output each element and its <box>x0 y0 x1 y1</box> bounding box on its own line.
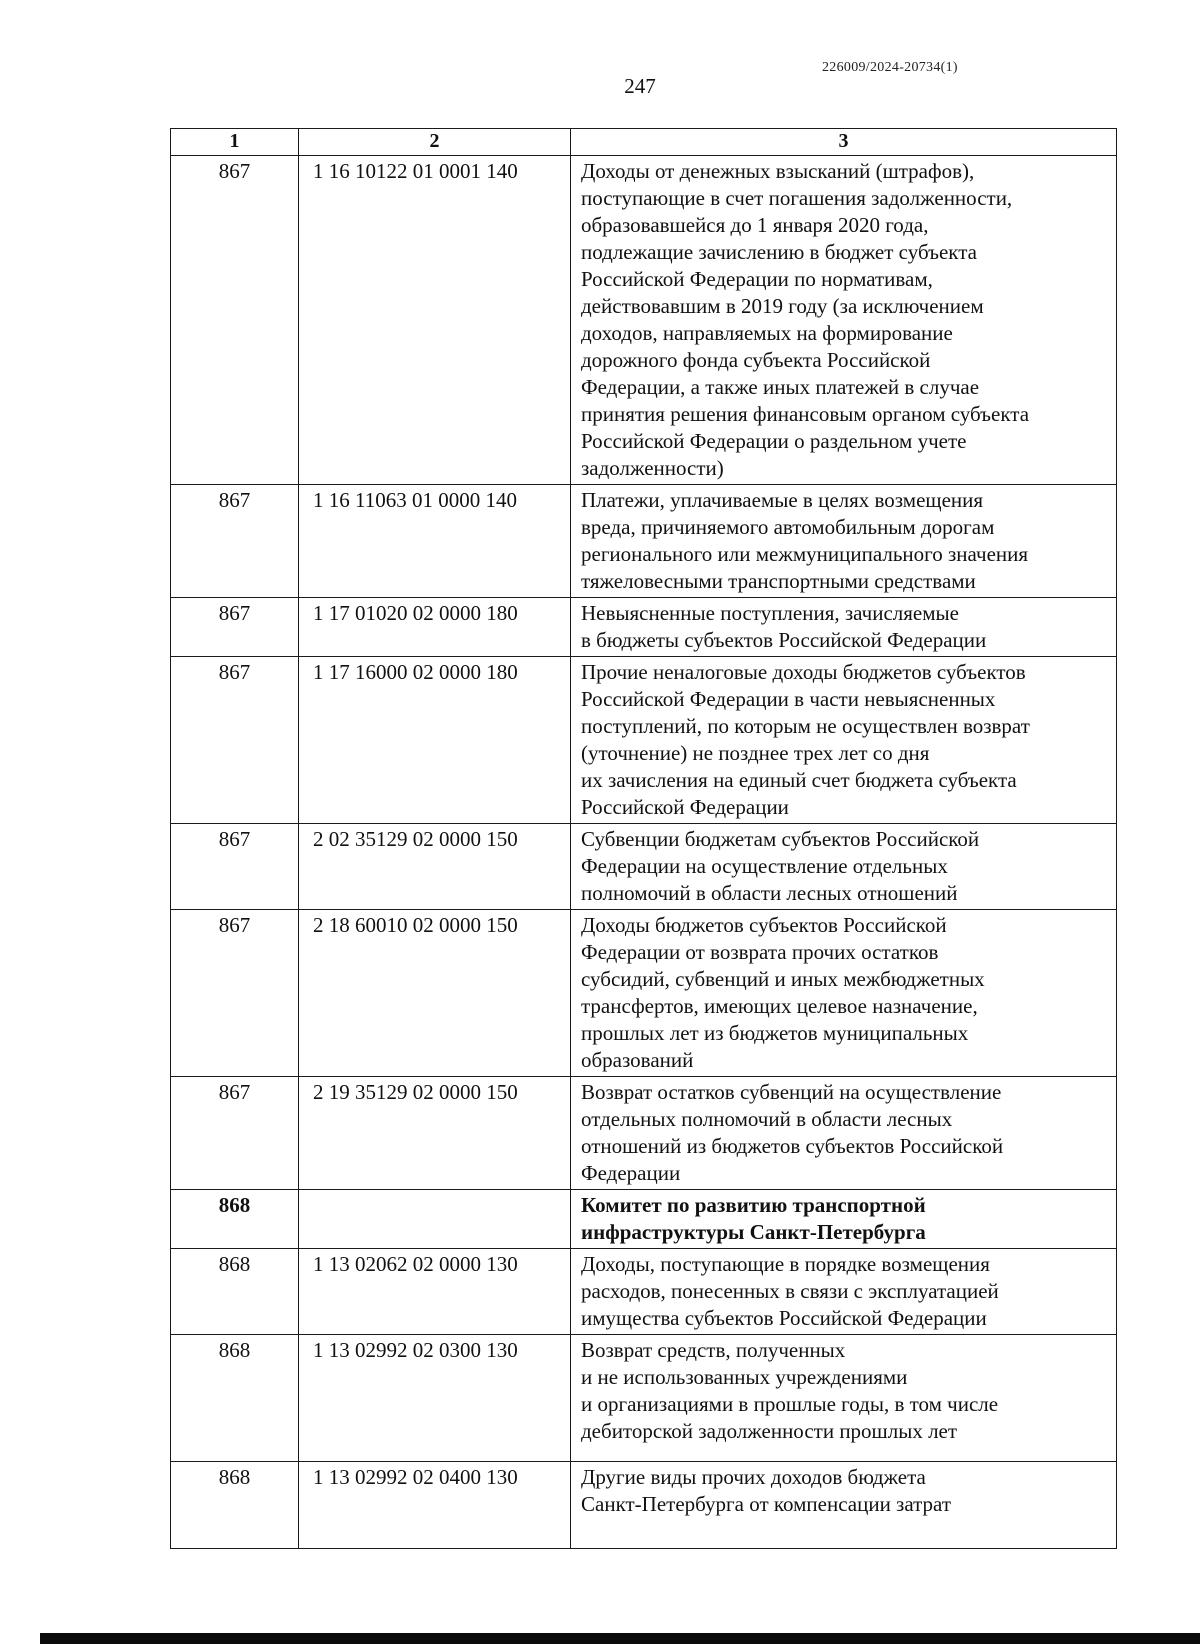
revenue-name-line: принятия решения финансовым органом субъекта <box>581 402 1030 426</box>
revenue-name <box>571 1077 1117 1190</box>
table-row <box>171 598 1117 657</box>
page-number: 247 <box>624 74 656 98</box>
administrator-name <box>571 1190 1117 1249</box>
table-row-section-header <box>171 1190 1117 1249</box>
revenue-name-line: поступающие в счет погашения задолженности, <box>581 186 1013 210</box>
budget-classification-code: 1 13 02062 02 0000 130 <box>299 1249 571 1335</box>
budget-classification-code <box>299 1190 571 1249</box>
revenue-name <box>571 156 1117 485</box>
table-row <box>171 156 1117 485</box>
administrator-code: 867 <box>171 657 299 824</box>
revenue-name-line: образовавшейся до 1 января 2020 года, <box>581 213 929 237</box>
revenue-name-line: и не использованных учреждениями <box>581 1365 908 1389</box>
table-header-row <box>171 129 1117 156</box>
administrator-code: 867 <box>171 824 299 910</box>
column-header-3: 3 <box>571 129 1117 156</box>
administrator-code: 868 <box>171 1249 299 1335</box>
table-row <box>171 657 1117 824</box>
revenue-name <box>571 657 1117 824</box>
budget-classification-code: 1 16 10122 01 0001 140 <box>299 156 571 485</box>
revenue-name-line: Платежи, уплачиваемые в целях возмещения <box>581 488 984 512</box>
revenue-name-line: Российской Федерации о раздельном учете <box>581 429 967 453</box>
revenue-name <box>571 910 1117 1077</box>
table-row <box>171 1077 1117 1190</box>
table-row <box>171 1249 1117 1335</box>
revenue-name-line: Российской Федерации по нормативам, <box>581 267 933 291</box>
table-row <box>171 485 1117 598</box>
table-row <box>171 1335 1117 1462</box>
document-registration-number: 226009/2024-20734(1) <box>822 60 958 75</box>
administrator-code: 867 <box>171 598 299 657</box>
revenue-name <box>571 824 1117 910</box>
revenue-name-line: в бюджеты субъектов Российской Федерации <box>581 628 987 652</box>
revenue-name-line: Доходы, поступающие в порядке возмещения <box>581 1252 990 1276</box>
revenue-name <box>571 1335 1117 1462</box>
budget-classification-code: 2 18 60010 02 0000 150 <box>299 910 571 1077</box>
budget-classification-code: 1 17 01020 02 0000 180 <box>299 598 571 657</box>
revenue-name-line: дебиторской задолженности прошлых лет <box>581 1419 958 1443</box>
revenue-name-line: субсидий, субвенций и иных межбюджетных <box>581 967 985 991</box>
revenue-name-line: Доходы бюджетов субъектов Российской <box>581 913 947 937</box>
budget-classification-code: 2 02 35129 02 0000 150 <box>299 824 571 910</box>
revenue-name-line: их зачисления на единый счет бюджета субъекта <box>581 768 1017 792</box>
budget-classification-code: 2 19 35129 02 0000 150 <box>299 1077 571 1190</box>
column-header-2: 2 <box>299 129 571 156</box>
revenue-name-line: подлежащие зачислению в бюджет субъекта <box>581 240 977 264</box>
revenue-name-line: Федерации на осуществление отдельных <box>581 854 948 878</box>
revenue-name <box>571 1462 1117 1549</box>
revenue-name-line: полномочий в области лесных отношений <box>581 881 958 905</box>
budget-classification-code: 1 13 02992 02 0300 130 <box>299 1335 571 1462</box>
scan-edge-bar <box>40 1633 1200 1644</box>
revenue-name-line: поступлений, по которым не осуществлен возврат <box>581 714 1030 738</box>
revenue-name-line: Другие виды прочих доходов бюджета <box>581 1465 926 1489</box>
revenue-name-line: Федерации, а также иных платежей в случае <box>581 375 980 399</box>
revenue-name-line: дорожного фонда субъекта Российской <box>581 348 931 372</box>
revenue-name-line: образований <box>581 1048 694 1072</box>
column-header-1: 1 <box>171 129 299 156</box>
revenue-name-line: Невыясненные поступления, зачисляемые <box>581 601 959 625</box>
table-row <box>171 824 1117 910</box>
administrator-code: 867 <box>171 910 299 1077</box>
revenue-name-line: имущества субъектов Российской Федерации <box>581 1306 987 1330</box>
revenue-name-line: Санкт-Петербурга от компенсации затрат <box>581 1492 952 1516</box>
revenue-name-line: Прочие неналоговые доходы бюджетов субъектов <box>581 660 1026 684</box>
revenue-name-line: отдельных полномочий в области лесных <box>581 1107 953 1131</box>
revenue-name <box>571 485 1117 598</box>
revenue-name-line: прошлых лет из бюджетов муниципальных <box>581 1021 969 1045</box>
administrator-code: 867 <box>171 485 299 598</box>
revenue-name-line: доходов, направляемых на формирование <box>581 321 953 345</box>
revenue-name-line: действовавшим в 2019 году (за исключением <box>581 294 984 318</box>
revenue-name-line: вреда, причиняемого автомобильным дорогам <box>581 515 995 539</box>
administrator-code: 867 <box>171 1077 299 1190</box>
revenue-name <box>571 1249 1117 1335</box>
revenue-name-line: Субвенции бюджетам субъектов Российской <box>581 827 980 851</box>
revenue-name-line: Возврат остатков субвенций на осуществление <box>581 1080 1002 1104</box>
administrator-code: 868 <box>171 1190 299 1249</box>
revenue-name-line: расходов, понесенных в связи с эксплуатацией <box>581 1279 999 1303</box>
administrator-code: 868 <box>171 1462 299 1549</box>
revenue-name-line: (уточнение) не позднее трех лет со дня <box>581 741 930 765</box>
revenue-name-line: и организациями в прошлые годы, в том числе <box>581 1392 999 1416</box>
administrator-name-line: инфраструктуры Санкт-Петербурга <box>581 1220 926 1244</box>
administrator-name-line: Комитет по развитию транспортной <box>581 1193 926 1217</box>
table-row <box>171 910 1117 1077</box>
revenue-name-line: Доходы от денежных взысканий (штрафов), <box>581 159 975 183</box>
revenue-name-line: Федерации от возврата прочих остатков <box>581 940 939 964</box>
revenue-name-line: Федерации <box>581 1161 681 1185</box>
administrator-code: 868 <box>171 1335 299 1462</box>
revenue-name-line: регионального или межмуниципального значения <box>581 542 1029 566</box>
budget-revenue-table <box>170 128 1117 1549</box>
budget-classification-code: 1 16 11063 01 0000 140 <box>299 485 571 598</box>
revenue-name-line: Возврат средств, полученных <box>581 1338 846 1362</box>
revenue-name <box>571 598 1117 657</box>
revenue-name-line: трансфертов, имеющих целевое назначение, <box>581 994 978 1018</box>
administrator-code: 867 <box>171 156 299 485</box>
revenue-name-line: отношений из бюджетов субъектов Российской <box>581 1134 1004 1158</box>
table-row <box>171 1462 1117 1549</box>
budget-classification-code: 1 17 16000 02 0000 180 <box>299 657 571 824</box>
revenue-name-line: Российской Федерации <box>581 795 789 819</box>
revenue-name-line: задолженности) <box>581 456 724 480</box>
revenue-name-line: Российской Федерации в части невыясненных <box>581 687 996 711</box>
budget-classification-code: 1 13 02992 02 0400 130 <box>299 1462 571 1549</box>
revenue-name-line: тяжеловесными транспортными средствами <box>581 569 976 593</box>
